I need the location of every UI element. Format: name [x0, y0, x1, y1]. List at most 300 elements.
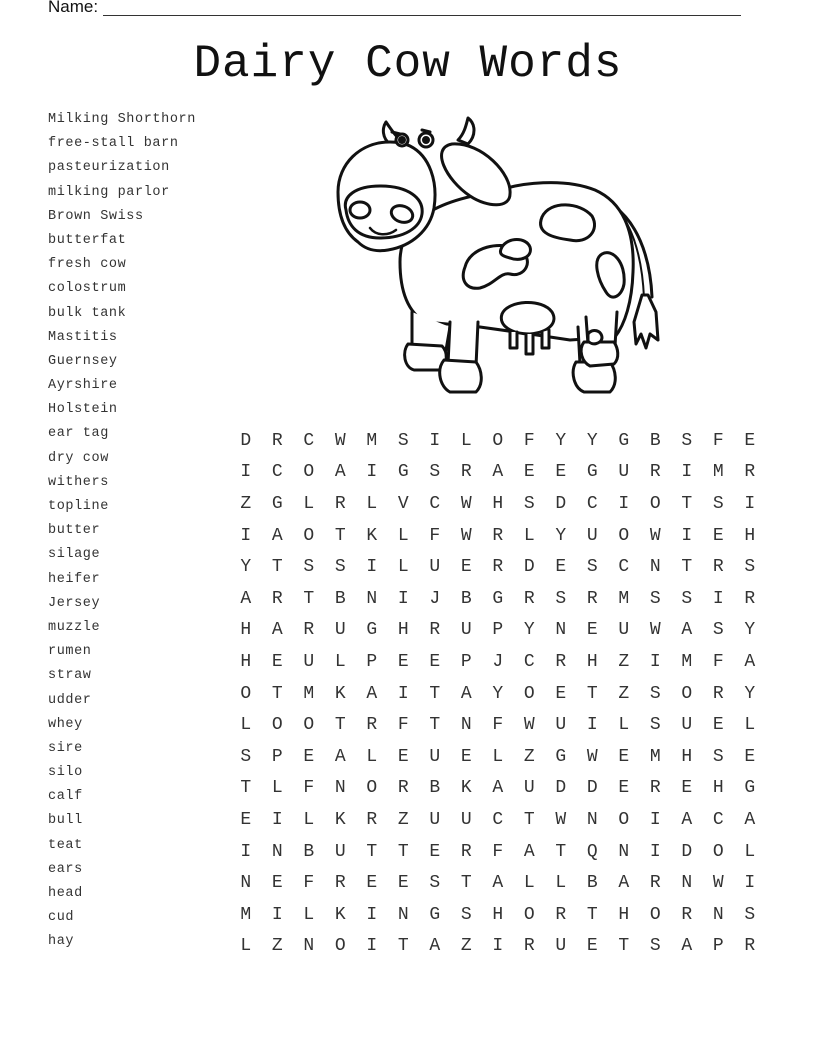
- grid-letter: S: [555, 588, 567, 609]
- grid-letter: A: [492, 778, 504, 799]
- grid-letter: A: [334, 746, 346, 767]
- grid-letter: S: [744, 557, 756, 578]
- grid-letter: U: [681, 715, 693, 736]
- grid-letter: B: [586, 873, 598, 894]
- grid-letter: S: [303, 557, 315, 578]
- grid-letter: F: [397, 715, 409, 736]
- page-title: Dairy Cow Words: [193, 38, 623, 90]
- word-list-item: cud: [48, 910, 75, 926]
- grid-letter: O: [303, 715, 315, 736]
- grid-letter: R: [744, 936, 756, 957]
- grid-letter: L: [397, 525, 409, 546]
- grid-letter: O: [649, 904, 661, 925]
- grid-letter: Y: [240, 557, 252, 578]
- grid-letter: R: [744, 588, 756, 609]
- grid-letter: O: [523, 904, 535, 925]
- grid-letter: E: [460, 557, 472, 578]
- grid-letter: L: [240, 715, 252, 736]
- word-list-item: butterfat: [48, 232, 127, 248]
- grid-letter: S: [460, 904, 472, 925]
- grid-letter: Z: [618, 683, 630, 704]
- word-list-item: Mastitis: [48, 329, 118, 345]
- grid-letter: L: [744, 715, 756, 736]
- grid-letter: O: [649, 493, 661, 514]
- grid-letter: C: [618, 557, 630, 578]
- grid-letter: G: [492, 588, 504, 609]
- grid-letter: G: [397, 462, 409, 483]
- grid-letter: E: [429, 841, 441, 862]
- grid-letter: T: [271, 557, 283, 578]
- grid-letter: E: [712, 525, 724, 546]
- grid-row: [230, 931, 766, 963]
- grid-letter: H: [586, 651, 598, 672]
- grid-letter: N: [397, 904, 409, 925]
- word-list-item: Ayrshire: [48, 378, 118, 394]
- grid-letter: K: [460, 778, 472, 799]
- grid-row: [230, 678, 766, 710]
- grid-letter: L: [303, 904, 315, 925]
- grid-letter: R: [429, 620, 441, 641]
- grid-letter: I: [744, 873, 756, 894]
- word-list-item: Guernsey: [48, 353, 118, 369]
- grid-letter: E: [712, 715, 724, 736]
- grid-letter: S: [712, 746, 724, 767]
- grid-letter: P: [366, 651, 378, 672]
- grid-letter: T: [523, 809, 535, 830]
- word-list-item: milking parlor: [48, 184, 170, 200]
- grid-letter: E: [366, 873, 378, 894]
- grid-letter: W: [555, 809, 567, 830]
- grid-letter: E: [240, 809, 252, 830]
- grid-letter: H: [681, 746, 693, 767]
- grid-letter: W: [649, 620, 661, 641]
- grid-letter: H: [240, 620, 252, 641]
- grid-letter: M: [240, 904, 252, 925]
- grid-letter: I: [366, 904, 378, 925]
- grid-letter: A: [492, 462, 504, 483]
- cow-illustration: [330, 112, 670, 407]
- grid-letter: R: [460, 841, 472, 862]
- grid-letter: B: [649, 430, 661, 451]
- grid-letter: W: [334, 430, 346, 451]
- grid-letter: P: [712, 936, 724, 957]
- grid-letter: T: [586, 904, 598, 925]
- grid-letter: L: [460, 430, 472, 451]
- grid-letter: G: [618, 430, 630, 451]
- grid-letter: T: [460, 873, 472, 894]
- grid-letter: W: [712, 873, 724, 894]
- grid-letter: L: [492, 746, 504, 767]
- grid-letter: U: [334, 620, 346, 641]
- grid-letter: M: [303, 683, 315, 704]
- grid-letter: A: [744, 809, 756, 830]
- grid-letter: B: [429, 778, 441, 799]
- grid-row: [230, 457, 766, 489]
- grid-letter: R: [586, 588, 598, 609]
- grid-letter: R: [555, 651, 567, 672]
- grid-letter: N: [618, 841, 630, 862]
- word-list-item: ears: [48, 861, 83, 877]
- grid-letter: A: [271, 525, 283, 546]
- grid-letter: C: [492, 809, 504, 830]
- word-list-item: teat: [48, 837, 83, 853]
- grid-letter: I: [681, 525, 693, 546]
- grid-letter: E: [555, 462, 567, 483]
- grid-letter: T: [271, 683, 283, 704]
- grid-letter: N: [649, 557, 661, 578]
- grid-letter: A: [618, 873, 630, 894]
- word-list-item: sire: [48, 740, 83, 756]
- grid-letter: R: [649, 873, 661, 894]
- grid-letter: Y: [492, 683, 504, 704]
- grid-letter: L: [555, 873, 567, 894]
- name-line: [103, 15, 741, 16]
- grid-letter: O: [271, 715, 283, 736]
- grid-letter: U: [334, 841, 346, 862]
- grid-letter: A: [523, 841, 535, 862]
- grid-letter: A: [240, 588, 252, 609]
- grid-letter: W: [586, 746, 598, 767]
- grid-letter: U: [586, 525, 598, 546]
- grid-letter: R: [366, 809, 378, 830]
- word-list-item: calf: [48, 789, 83, 805]
- grid-letter: I: [649, 841, 661, 862]
- grid-letter: S: [334, 557, 346, 578]
- grid-letter: D: [681, 841, 693, 862]
- grid-letter: H: [492, 904, 504, 925]
- grid-letter: I: [649, 651, 661, 672]
- grid-letter: U: [460, 620, 472, 641]
- grid-letter: T: [334, 715, 346, 736]
- grid-letter: B: [460, 588, 472, 609]
- grid-letter: I: [492, 936, 504, 957]
- grid-letter: E: [460, 746, 472, 767]
- grid-letter: B: [334, 588, 346, 609]
- grid-letter: G: [271, 493, 283, 514]
- grid-letter: I: [240, 462, 252, 483]
- grid-letter: T: [397, 841, 409, 862]
- grid-row: [230, 646, 766, 678]
- grid-letter: A: [492, 873, 504, 894]
- grid-letter: G: [744, 778, 756, 799]
- grid-letter: T: [334, 525, 346, 546]
- grid-letter: E: [744, 430, 756, 451]
- grid-letter: L: [523, 525, 535, 546]
- grid-letter: D: [555, 778, 567, 799]
- grid-letter: M: [366, 430, 378, 451]
- grid-letter: T: [429, 683, 441, 704]
- grid-letter: E: [681, 778, 693, 799]
- word-list-item: fresh cow: [48, 257, 127, 273]
- grid-letter: L: [744, 841, 756, 862]
- grid-letter: T: [555, 841, 567, 862]
- grid-letter: A: [460, 683, 472, 704]
- grid-letter: I: [618, 493, 630, 514]
- word-list-item: hay: [48, 934, 75, 950]
- grid-letter: N: [555, 620, 567, 641]
- grid-letter: I: [681, 462, 693, 483]
- grid-letter: N: [334, 778, 346, 799]
- grid-letter: S: [744, 904, 756, 925]
- grid-letter: F: [712, 651, 724, 672]
- grid-letter: R: [523, 588, 535, 609]
- grid-letter: I: [429, 430, 441, 451]
- grid-row: [230, 773, 766, 805]
- word-list-item: dry cow: [48, 450, 109, 466]
- grid-letter: O: [618, 525, 630, 546]
- word-list-item: colostrum: [48, 281, 127, 297]
- grid-letter: H: [744, 525, 756, 546]
- grid-letter: R: [271, 588, 283, 609]
- grid-letter: U: [303, 651, 315, 672]
- grid-letter: K: [334, 904, 346, 925]
- grid-row: [230, 836, 766, 868]
- grid-row: [230, 899, 766, 931]
- grid-letter: S: [649, 936, 661, 957]
- grid-letter: P: [460, 651, 472, 672]
- grid-row: [230, 551, 766, 583]
- grid-letter: M: [618, 588, 630, 609]
- grid-letter: S: [523, 493, 535, 514]
- grid-letter: L: [271, 778, 283, 799]
- grid-letter: R: [366, 715, 378, 736]
- grid-letter: P: [271, 746, 283, 767]
- grid-letter: N: [240, 873, 252, 894]
- word-search-grid: [230, 425, 766, 962]
- grid-letter: H: [712, 778, 724, 799]
- grid-letter: A: [681, 936, 693, 957]
- word-list-item: topline: [48, 499, 109, 514]
- grid-letter: R: [492, 525, 504, 546]
- grid-letter: T: [586, 683, 598, 704]
- grid-letter: U: [460, 809, 472, 830]
- grid-row: [230, 520, 766, 552]
- grid-letter: L: [397, 557, 409, 578]
- word-list-item: straw: [48, 668, 92, 684]
- grid-letter: R: [334, 873, 346, 894]
- grid-letter: A: [429, 936, 441, 957]
- grid-letter: T: [366, 841, 378, 862]
- grid-letter: I: [397, 588, 409, 609]
- grid-letter: F: [492, 841, 504, 862]
- grid-letter: N: [303, 936, 315, 957]
- grid-letter: A: [334, 462, 346, 483]
- grid-row: [230, 804, 766, 836]
- grid-row: [230, 741, 766, 773]
- grid-letter: L: [523, 873, 535, 894]
- grid-letter: C: [712, 809, 724, 830]
- grid-letter: Q: [586, 841, 598, 862]
- grid-letter: A: [744, 651, 756, 672]
- grid-letter: T: [681, 493, 693, 514]
- grid-letter: R: [649, 462, 661, 483]
- grid-letter: W: [649, 525, 661, 546]
- grid-row: [230, 583, 766, 615]
- grid-letter: G: [429, 904, 441, 925]
- grid-letter: O: [492, 430, 504, 451]
- grid-letter: H: [492, 493, 504, 514]
- grid-letter: N: [712, 904, 724, 925]
- grid-letter: E: [271, 873, 283, 894]
- word-list-item: udder: [48, 692, 92, 708]
- grid-letter: F: [712, 430, 724, 451]
- grid-letter: T: [303, 588, 315, 609]
- grid-letter: M: [712, 462, 724, 483]
- grid-letter: O: [618, 809, 630, 830]
- grid-letter: R: [649, 778, 661, 799]
- grid-letter: L: [334, 651, 346, 672]
- grid-letter: L: [366, 746, 378, 767]
- grid-letter: S: [240, 746, 252, 767]
- grid-letter: K: [334, 683, 346, 704]
- grid-letter: U: [618, 620, 630, 641]
- grid-letter: C: [523, 651, 535, 672]
- grid-letter: A: [681, 809, 693, 830]
- grid-letter: C: [271, 462, 283, 483]
- grid-letter: R: [492, 557, 504, 578]
- grid-letter: A: [271, 620, 283, 641]
- grid-letter: P: [492, 620, 504, 641]
- grid-letter: Y: [555, 430, 567, 451]
- grid-letter: O: [681, 683, 693, 704]
- word-list-item: whey: [48, 716, 83, 732]
- grid-letter: I: [366, 462, 378, 483]
- grid-letter: B: [303, 841, 315, 862]
- word-list-item: bull: [48, 813, 83, 829]
- grid-letter: I: [649, 809, 661, 830]
- grid-letter: U: [555, 936, 567, 957]
- grid-letter: R: [303, 620, 315, 641]
- grid-letter: E: [744, 746, 756, 767]
- grid-letter: O: [366, 778, 378, 799]
- grid-letter: N: [586, 809, 598, 830]
- word-list-item: silo: [48, 765, 83, 781]
- grid-letter: S: [649, 588, 661, 609]
- grid-letter: F: [303, 778, 315, 799]
- grid-letter: Y: [555, 525, 567, 546]
- grid-letter: D: [586, 778, 598, 799]
- grid-letter: V: [397, 493, 409, 514]
- grid-letter: S: [429, 462, 441, 483]
- grid-letter: E: [303, 746, 315, 767]
- grid-letter: R: [712, 683, 724, 704]
- grid-letter: S: [712, 493, 724, 514]
- grid-letter: E: [618, 746, 630, 767]
- grid-letter: R: [460, 462, 472, 483]
- grid-letter: Z: [460, 936, 472, 957]
- grid-letter: O: [334, 936, 346, 957]
- grid-letter: E: [586, 936, 598, 957]
- word-list: [48, 111, 196, 958]
- grid-row: [230, 709, 766, 741]
- grid-letter: S: [712, 620, 724, 641]
- grid-letter: U: [429, 557, 441, 578]
- grid-letter: I: [240, 841, 252, 862]
- grid-letter: H: [397, 620, 409, 641]
- grid-letter: A: [366, 683, 378, 704]
- grid-letter: F: [429, 525, 441, 546]
- grid-letter: R: [334, 493, 346, 514]
- grid-letter: I: [744, 493, 756, 514]
- grid-letter: I: [240, 525, 252, 546]
- grid-letter: S: [681, 430, 693, 451]
- grid-letter: Y: [744, 683, 756, 704]
- grid-letter: S: [681, 588, 693, 609]
- grid-letter: T: [397, 936, 409, 957]
- grid-letter: R: [744, 462, 756, 483]
- grid-letter: I: [271, 809, 283, 830]
- grid-row: [230, 425, 766, 457]
- grid-letter: N: [366, 588, 378, 609]
- grid-letter: L: [303, 493, 315, 514]
- grid-letter: O: [712, 841, 724, 862]
- grid-letter: N: [271, 841, 283, 862]
- grid-letter: L: [303, 809, 315, 830]
- word-list-item: Brown Swiss: [48, 208, 144, 224]
- grid-letter: I: [712, 588, 724, 609]
- word-list-item: butter: [48, 523, 101, 539]
- grid-letter: K: [334, 809, 346, 830]
- grid-row: [230, 867, 766, 899]
- grid-letter: G: [586, 462, 598, 483]
- grid-letter: I: [366, 936, 378, 957]
- grid-letter: E: [555, 683, 567, 704]
- grid-letter: E: [429, 651, 441, 672]
- word-list-item: pasteurization: [48, 160, 170, 176]
- grid-letter: E: [586, 620, 598, 641]
- grid-letter: U: [429, 809, 441, 830]
- grid-letter: M: [681, 651, 693, 672]
- grid-letter: E: [523, 462, 535, 483]
- grid-letter: E: [271, 651, 283, 672]
- grid-letter: I: [586, 715, 598, 736]
- grid-letter: E: [555, 557, 567, 578]
- grid-letter: T: [429, 715, 441, 736]
- word-list-item: rumen: [48, 644, 92, 660]
- grid-letter: L: [240, 936, 252, 957]
- grid-letter: D: [523, 557, 535, 578]
- grid-letter: Z: [397, 809, 409, 830]
- grid-letter: R: [555, 904, 567, 925]
- grid-letter: T: [240, 778, 252, 799]
- grid-letter: T: [618, 936, 630, 957]
- grid-letter: O: [240, 683, 252, 704]
- grid-letter: I: [366, 557, 378, 578]
- word-list-item: bulk tank: [48, 305, 127, 321]
- grid-letter: Z: [240, 493, 252, 514]
- grid-letter: D: [555, 493, 567, 514]
- grid-letter: N: [460, 715, 472, 736]
- grid-letter: K: [366, 525, 378, 546]
- grid-letter: E: [397, 746, 409, 767]
- grid-letter: Z: [271, 936, 283, 957]
- grid-letter: O: [523, 683, 535, 704]
- grid-letter: R: [681, 904, 693, 925]
- grid-letter: O: [303, 462, 315, 483]
- grid-letter: F: [492, 715, 504, 736]
- grid-letter: L: [618, 715, 630, 736]
- grid-letter: G: [366, 620, 378, 641]
- grid-letter: Y: [586, 430, 598, 451]
- grid-letter: H: [618, 904, 630, 925]
- grid-letter: Z: [523, 746, 535, 767]
- word-list-item: ear tag: [48, 426, 109, 442]
- grid-letter: C: [303, 430, 315, 451]
- grid-letter: U: [523, 778, 535, 799]
- grid-letter: R: [712, 557, 724, 578]
- grid-letter: J: [492, 651, 504, 672]
- grid-letter: Y: [744, 620, 756, 641]
